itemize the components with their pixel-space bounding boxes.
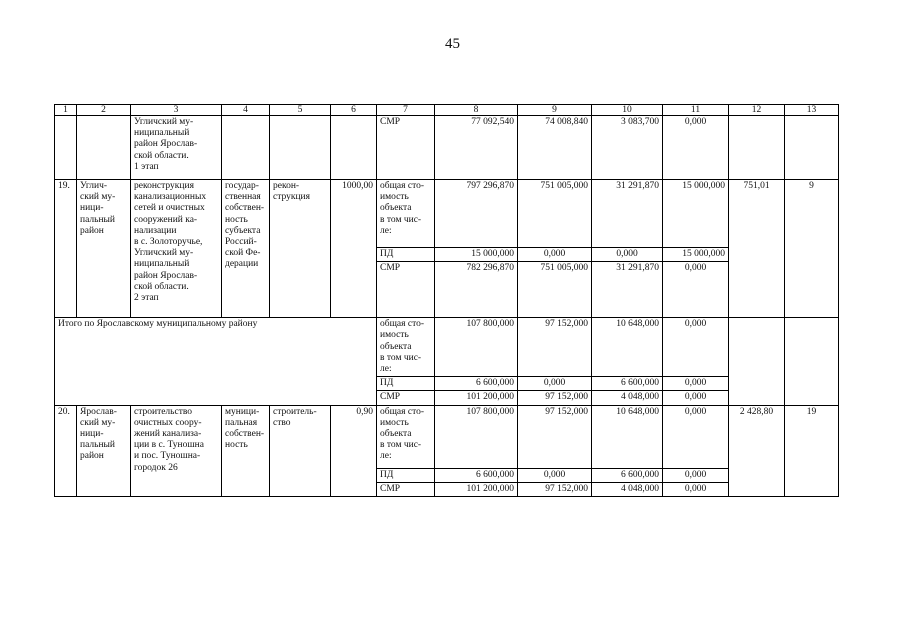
cost-value: 101 200,000 — [435, 391, 518, 405]
cost-value: 0,000 — [663, 405, 729, 468]
cost-value: 97 152,000 — [518, 391, 592, 405]
col-header: 5 — [270, 105, 331, 116]
cost-value: 0,000 — [663, 468, 729, 482]
district-name: Углич- ский му- ници- пальный район — [77, 180, 131, 318]
table-row — [55, 405, 839, 468]
cost-value: 0,000 — [663, 377, 729, 391]
object-description: строительство очистных соору- жений канализа- ции в с. Туношна и пос. Туношна- городок 26 — [131, 405, 222, 496]
cost-value: 6 600,000 — [435, 468, 518, 482]
object-description: реконструкция канализационных сетей и очистных сооружений ка- нализации в с. Золоторучье, Угличский му- ниципальный район Ярослав- ской области. 2 этап — [131, 180, 222, 318]
table-row — [55, 116, 839, 180]
column-number-row — [55, 105, 839, 116]
cost-value: 15 000,000 — [663, 248, 729, 262]
cost-value: 0,000 — [663, 116, 729, 180]
unit-cost: 751,01 — [729, 180, 785, 318]
cost-value: 107 800,000 — [435, 318, 518, 377]
cost-value: 0,000 — [518, 377, 592, 391]
table-row — [55, 180, 839, 248]
ownership-form: государ- ственная собствен- ность субъекта Россий- ской Фе- дерации — [222, 180, 270, 318]
col-header: 2 — [77, 105, 131, 116]
capacity: 0,90 — [331, 405, 377, 496]
cost-value: 101 200,000 — [435, 482, 518, 496]
cost-value: 0,000 — [518, 248, 592, 262]
cost-value: 6 600,000 — [592, 468, 663, 482]
cost-type: ПД — [377, 248, 435, 262]
cost-value: 0,000 — [663, 482, 729, 496]
work-type: строитель- ство — [270, 405, 331, 496]
cost-value: 782 296,870 — [435, 262, 518, 318]
col-header: 9 — [518, 105, 592, 116]
cost-type: общая сто- имость объекта в том чис- ле: — [377, 180, 435, 248]
cost-value: 15 000,000 — [435, 248, 518, 262]
cost-value: 0,000 — [518, 468, 592, 482]
district-name: Ярослав- ский му- ници- пальный район — [77, 405, 131, 496]
page-number: 45 — [445, 36, 460, 52]
cost-value: 751 005,000 — [518, 262, 592, 318]
cost-value: 751 005,000 — [518, 180, 592, 248]
cost-value: 31 291,870 — [592, 180, 663, 248]
col-header: 10 — [592, 105, 663, 116]
work-type: рекон- струкция — [270, 180, 331, 318]
col-header: 6 — [331, 105, 377, 116]
col-header: 8 — [435, 105, 518, 116]
cost-value: 0,000 — [663, 391, 729, 405]
col-header: 7 — [377, 105, 435, 116]
cost-value: 97 152,000 — [518, 318, 592, 377]
priority: 19 — [785, 405, 839, 496]
table-row — [55, 318, 839, 377]
cost-value: 0,000 — [592, 248, 663, 262]
ownership-form: муници- пальная собствен- ность — [222, 405, 270, 496]
col-header: 13 — [785, 105, 839, 116]
cost-value: 6 600,000 — [592, 377, 663, 391]
col-header: 1 — [55, 105, 77, 116]
col-header: 4 — [222, 105, 270, 116]
cost-type: СМР — [377, 482, 435, 496]
cost-value: 97 152,000 — [518, 405, 592, 468]
cost-type: общая сто- имость объекта в том чис- ле: — [377, 405, 435, 468]
cost-value: 4 048,000 — [592, 391, 663, 405]
cost-type: СМР — [377, 116, 435, 180]
cost-value: 15 000,000 — [663, 180, 729, 248]
cost-value: 77 092,540 — [435, 116, 518, 180]
cost-type: общая сто- имость объекта в том чис- ле: — [377, 318, 435, 377]
cost-value: 6 600,000 — [435, 377, 518, 391]
col-header: 3 — [131, 105, 222, 116]
cost-value: 97 152,000 — [518, 482, 592, 496]
cost-value: 0,000 — [663, 262, 729, 318]
cost-type: СМР — [377, 262, 435, 318]
priority: 9 — [785, 180, 839, 318]
cost-type: СМР — [377, 391, 435, 405]
cost-value: 4 048,000 — [592, 482, 663, 496]
investment-table — [54, 104, 839, 497]
cost-type: ПД — [377, 468, 435, 482]
cost-value: 3 083,700 — [592, 116, 663, 180]
subtotal-label: Итого по Ярославскому муниципальному району — [55, 318, 377, 405]
row-number: 19. — [55, 180, 77, 318]
capacity: 1000,00 — [331, 180, 377, 318]
row-number: 20. — [55, 405, 77, 496]
cost-value: 10 648,000 — [592, 318, 663, 377]
object-description: Угличский му- ниципальный район Ярослав- ской области. 1 этап — [131, 116, 222, 180]
cost-value: 0,000 — [663, 318, 729, 377]
cost-value: 107 800,000 — [435, 405, 518, 468]
cost-type: ПД — [377, 377, 435, 391]
cost-value: 797 296,870 — [435, 180, 518, 248]
col-header: 11 — [663, 105, 729, 116]
cost-value: 74 008,840 — [518, 116, 592, 180]
unit-cost: 2 428,80 — [729, 405, 785, 496]
cost-value: 10 648,000 — [592, 405, 663, 468]
cost-value: 31 291,870 — [592, 262, 663, 318]
col-header: 12 — [729, 105, 785, 116]
